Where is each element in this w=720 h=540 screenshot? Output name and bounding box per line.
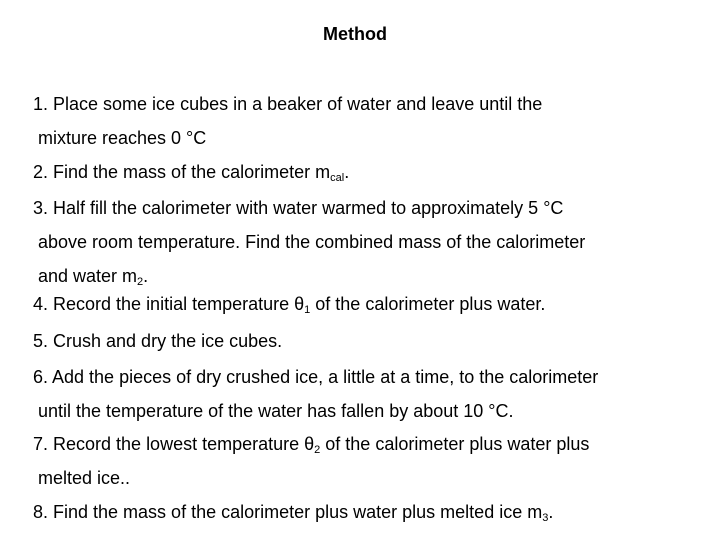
step-7-line-2: melted ice..: [38, 468, 131, 488]
step-7-text: 7. Record the lowest temperature θ: [33, 434, 315, 454]
step-6: [33, 368, 598, 420]
step-5: [33, 332, 282, 350]
step-1-line-1: 1. Place some ice cubes in a beaker of water and leave until the: [33, 94, 543, 114]
step-7-text-end: of the calorimeter plus water plus: [320, 434, 590, 454]
step-6-line-2: until the temperature of the water has fallen by about 10 °C.: [38, 401, 514, 421]
step-7-subscript: 2: [314, 444, 321, 456]
step-1-line-2: mixture reaches 0 °C: [38, 128, 207, 148]
step-2: [33, 162, 350, 184]
step-3-subscript: 2: [137, 276, 144, 288]
step-3-line-2: above room temperature. Find the combined mass of the calorimeter: [38, 232, 586, 252]
step-6-line-1: 6. Add the pieces of dry crushed ice, a little at a time, to the calorimeter: [33, 367, 599, 387]
step-4-line-1: [33, 294, 546, 316]
step-1: [33, 95, 542, 147]
step-8-subscript: 3: [542, 512, 549, 524]
step-2-end: .: [344, 162, 350, 182]
step-5-line-1: 5. Crush and dry the ice cubes.: [33, 331, 283, 351]
step-4-subscript: 1: [304, 304, 311, 316]
step-4: [33, 294, 546, 316]
step-3-end: .: [143, 266, 149, 286]
step-7-line-1: [33, 434, 590, 456]
page-title: Method: [323, 24, 387, 44]
step-4-text: 4. Record the initial temperature θ: [33, 294, 305, 314]
step-8-end: .: [548, 502, 554, 522]
step-3: [33, 198, 586, 288]
step-2-subscript: cal: [330, 172, 345, 184]
step-3-line-3: [33, 266, 585, 288]
step-7: [33, 435, 589, 487]
step-8-text: 8. Find the mass of the calorimeter plus water plus melted ice m: [33, 502, 543, 522]
step-2-line-1: [33, 162, 350, 184]
step-4-end: of the calorimeter plus water.: [310, 294, 546, 314]
step-2-text: 2. Find the mass of the calorimeter m: [33, 162, 331, 182]
step-3-text: and water m: [38, 266, 138, 286]
step-3-line-1: 3. Half fill the calorimeter with water warmed to approximately 5 °C: [33, 198, 564, 218]
step-8: [33, 502, 554, 524]
step-8-line-1: [33, 502, 554, 524]
